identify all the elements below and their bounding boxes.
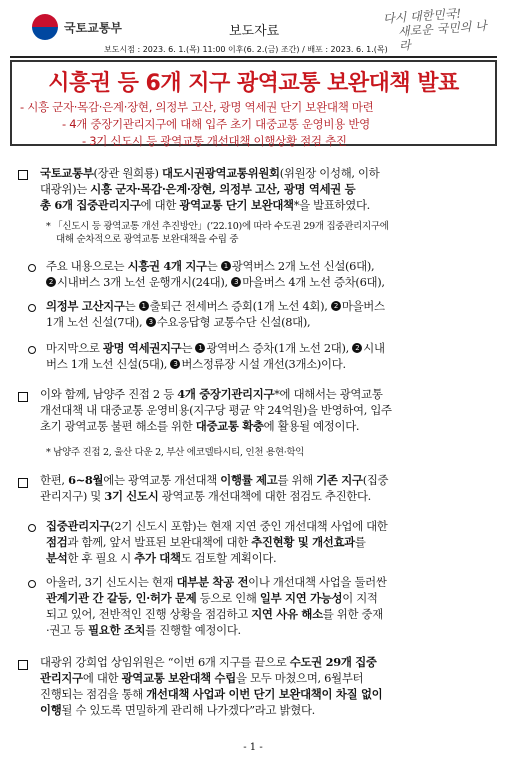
square-bullet-icon	[18, 478, 28, 488]
subheadline-2: - 4개 중장기관리지구에 대해 입주 초기 대중교통 운영비용 반영	[62, 117, 370, 131]
number-1-icon: 1	[139, 301, 149, 311]
subitem-gwangmyeong: 마지막으로 광명 역세권지구는 1 광역버스 증차(1개 노선 2대), 2 시내 버스 1개 노선 신설(5대), 3 버스정류장 시설 개선(3개소)이다.	[46, 341, 385, 371]
circle-bullet-icon	[28, 580, 36, 588]
ministry-name: 국토교통부	[64, 20, 122, 35]
subheadline-1: - 시흥 군자·목감·은계·장현, 의정부 고산, 광명 역세권 단기 보완대책 마련	[20, 100, 374, 114]
page-number: - 1 -	[243, 742, 263, 753]
embargo-line: 보도시점 : 2023. 6. 1.(목) 11:00 이후(6. 2.(금) 조간) / 배포 : 2023. 6. 1.(목)	[104, 45, 388, 54]
header-divider	[10, 56, 497, 58]
number-3-icon: 3	[231, 277, 241, 287]
subitem-third-new-towns: 아울러, 3기 신도시는 현재 대부분 착공 전이나 개선대책 사업을 둘러싼 관계기관 간 갈등, 인·허가 문제 등으로 인해 일부 지연 가능성이 지적 되고 있어, 전반적인 진행 상황을 점검하고 지연 사유 해소를 위한 중재 ·권고 등 필요한 조치를 진행할 예정이다.	[46, 575, 387, 637]
circle-bullet-icon	[28, 346, 36, 354]
ministry-logo	[32, 14, 122, 40]
subheadline-3: - 3기 신도시 등 광역교통 개선대책 이행상황 점검 추진	[82, 134, 347, 148]
subitem-uijeongbu: 의정부 고산지구는 1 출퇴근 전세버스 증회(1개 노선 4회), 2 마을버스 1개 노선 신설(7대), 3 수요응답형 교통수단 신설(8대),	[46, 299, 385, 329]
square-bullet-icon	[18, 392, 28, 402]
document-type: 보도자료	[229, 24, 280, 39]
paragraph-3: 한편, 6~8월에는 광역교통 개선대책 이행률 제고를 위해 기존 지구(집중 관리지구) 및 3기 신도시 광역교통 개선대책에 대한 점검도 추진한다.	[40, 473, 389, 503]
square-bullet-icon	[18, 170, 28, 180]
number-2-icon: 2	[331, 301, 341, 311]
number-3-icon: 3	[146, 317, 156, 327]
circle-bullet-icon	[28, 304, 36, 312]
number-2-icon: 2	[352, 343, 362, 353]
number-3-icon: 3	[170, 359, 180, 369]
headline: 시흥권 등 6개 지구 광역교통 보완대책 발표	[48, 71, 459, 96]
circle-bullet-icon	[28, 524, 36, 532]
footnote-1: * 「신도시 등 광역교통 개선 추진방안」(’22.10)에 따라 수도권 29개 집중관리지구에 대해 순차적으로 광역교통 보완대책을 수립 중	[46, 221, 389, 245]
number-1-icon: 1	[221, 261, 231, 271]
number-2-icon: 2	[46, 277, 56, 287]
paragraph-2: 이와 함께, 남양주 진접 2 등 4개 중장기관리지구*에 대해서는 광역교통 개선대책 내 대중교통 운영비용(지구당 평균 약 24억원)을 반영하여, 입주 초기 광역교통 불편 해소를 위한 대중교통 확충에 활용될 예정이다.	[40, 387, 392, 433]
number-1-icon: 1	[195, 343, 205, 353]
square-bullet-icon	[18, 660, 28, 670]
subitem-managed-districts: 집중관리지구(2기 신도시 포함)는 현재 지연 중인 개선대책 사업에 대한 점검과 함께, 앞서 발표된 보완대책에 대한 추진현황 및 개선효과를 분석한 후 필요 시 추가 대책도 검토할 계획이다.	[46, 519, 388, 565]
headline-box	[10, 60, 497, 146]
subitem-siheung: 주요 내용으로는 시흥권 4개 지구는 1 광역버스 2개 노선 신설(6대), 2 시내버스 3개 노선 운행개시(24대), 3 마을버스 4개 노선 증차(6대),	[46, 259, 385, 289]
taegeuk-emblem-icon	[32, 14, 58, 40]
paragraph-4-quote: 대광위 강희업 상임위원은 “이번 6개 지구를 끝으로 수도권 29개 집중 관리지구에 대한 광역교통 보완대책 수립을 모두 마쳤으며, 6월부터 진행되는 점검을 통해 개선대책 사업과 이번 단기 보완대책이 차질 없이 이행될 수 있도록 면밀하게 관리해 나가겠다”라고 밝혔다.	[40, 655, 383, 717]
circle-bullet-icon	[28, 264, 36, 272]
slogan: 다시 대한민국! 새로운 국민의 나라	[382, 6, 488, 53]
paragraph-1: 국토교통부(장관 원희룡) 대도시권광역교통위원회(위원장 이성해, 이하 대광위)는 시흥 군자·목감·은계·장현, 의정부 고산, 광명 역세권 등 총 6개 집중관리지구에 대한 광역교통 단기 보완대책*을 발표하였다.	[40, 166, 380, 212]
footnote-2: * 남양주 진접 2, 울산 다운 2, 부산 에코델타시티, 인천 용현·학익	[46, 447, 305, 458]
